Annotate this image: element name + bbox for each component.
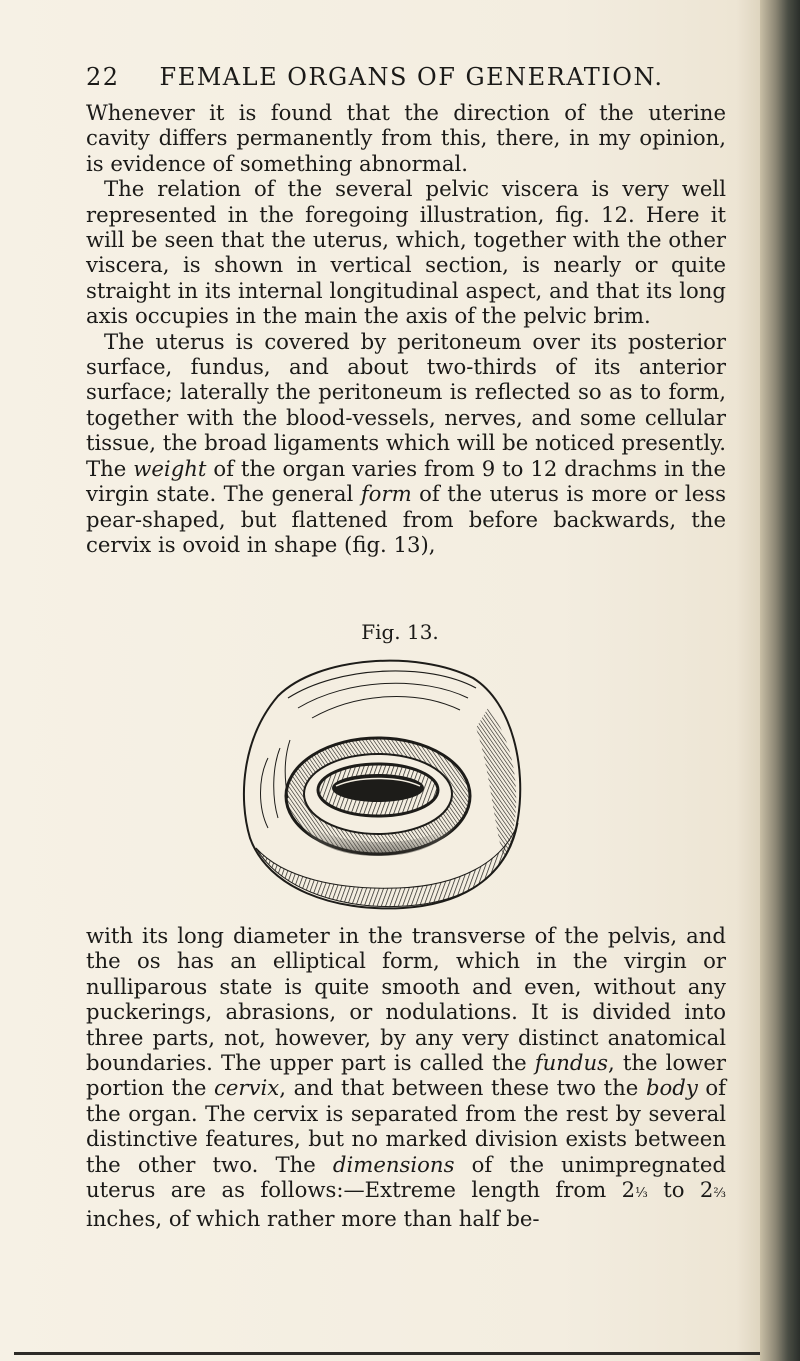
fraction-one-third: ⅓ — [635, 1186, 648, 1202]
running-header — [86, 62, 726, 92]
cervix-illustration — [228, 648, 528, 910]
paragraph-2: The relation of the several pelvic viscera is very well represented in the foregoing illustration, fig. 12. Here it will be seen that the uterus, which, together with the other viscera, is shown in vertical section, is nearly or quite straight in its internal longitudinal aspect, and that its long axis occupies in the main the axis of the pelvic brim. — [86, 176, 726, 329]
paragraph-4-text-b: , the lower portion the — [86, 1050, 727, 1101]
paragraph-4-text-c: , and that between these two the — [279, 1075, 646, 1101]
paragraph-4-text-f: to 2 — [647, 1177, 714, 1203]
italic-weight: weight — [133, 455, 207, 481]
paragraph-4 — [86, 923, 726, 1232]
paragraph-4-text-a: with its long diameter in the transverse of the pelvis, and the os has an elliptical form, which in the virgin or nulliparous state is quite smooth and even, without any puckerings, abrasions, or nodulations. It is divided into three parts, not, however, by any very distinct anatomical boundaries. The upper part is called the — [86, 923, 726, 1076]
paragraph-4-text-e: of the unimpregnated uterus are as follows:—Extreme length from 2 — [86, 1151, 726, 1203]
running-title: FEMALE ORGANS OF GENERATION. — [159, 63, 664, 91]
book-spine-shadow — [760, 0, 800, 1361]
italic-body: body — [645, 1075, 698, 1101]
italic-cervix: cervix — [214, 1075, 280, 1101]
italic-form: form — [360, 481, 412, 507]
paragraph-1: Whenever it is found that the direction of the uterine cavity differs permanently from this, there, in my opinion, is evidence of something abnormal. — [86, 100, 726, 176]
paragraph-4-text-g: inches, of which rather more than half be- — [86, 1206, 540, 1232]
fraction-two-thirds: ⅔ — [713, 1186, 726, 1202]
body-text-bottom — [86, 923, 726, 1232]
paragraph-3-text-c: of the uterus is more or less pear-shaped, but flattened from before backwards, the cervix is ovoid in shape (fig. 13), — [86, 481, 726, 557]
italic-fundus: fundus — [534, 1050, 608, 1076]
paragraph-3-text-a: The uterus is covered by peritoneum over its posterior surface, fundus, and about two-thirds of its anterior surface; laterally the peritoneum is reflected so as to form, together with the blood-vessels, nerves, and some cellular tissue, the broad ligaments which will be noticed presently. The — [86, 328, 726, 481]
page-bottom-edge — [14, 1352, 760, 1355]
paragraph-3-text-b: of the organ varies from 9 to 12 drachms in the virgin state. The general — [86, 455, 726, 507]
body-text-top — [86, 100, 726, 557]
italic-dimensions: dimensions — [332, 1151, 455, 1177]
page-number: 22 — [86, 63, 120, 91]
figure-caption: Fig. 13. — [361, 620, 439, 644]
paragraph-3 — [86, 329, 726, 558]
paragraph-4-text-d: of the organ. The cervix is separated from the rest by several distinctive features, but no marked division exists between the other two. The — [86, 1075, 726, 1177]
